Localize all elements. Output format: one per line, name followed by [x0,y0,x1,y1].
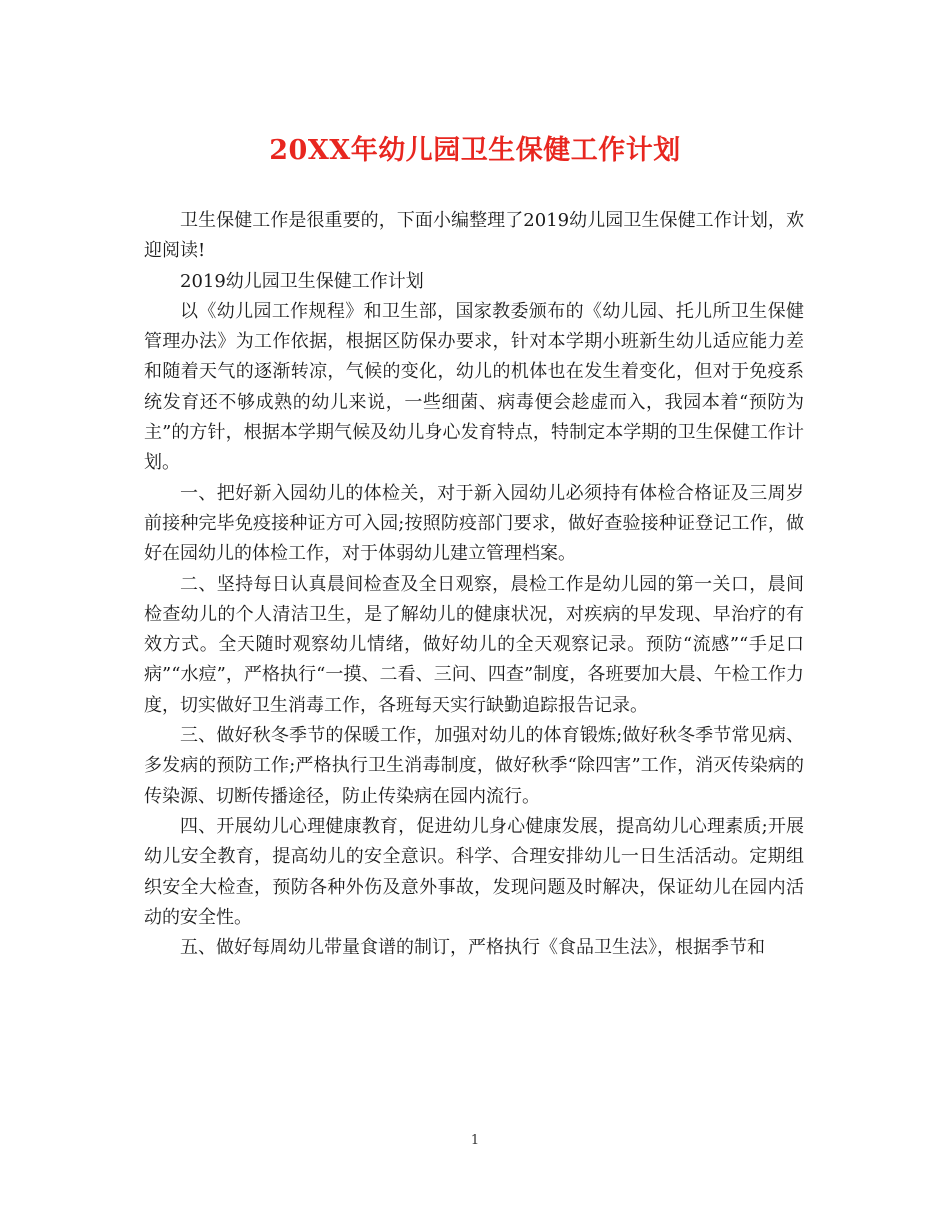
paragraph-item-3: 三、做好秋冬季节的保暖工作，加强对幼儿的体育锻炼;做好秋冬季节常见病、多发病的预防工作;严格执行卫生消毒制度，做好秋季“除四害”工作，消灭传染病的传染源、切断传播途径，防止传染病在园内流行。 [144,725,804,807]
paragraph-item-1: 一、把好新入园幼儿的体检关，对于新入园幼儿必须持有体检合格证及三周岁前接种完毕免疫接种证方可入园;按照防疫部门要求，做好查验接种证登记工作，做好在园幼儿的体检工作，对于体弱幼儿建立管理档案。 [144,482,804,565]
paragraph-item-4: 四、开展幼儿心理健康教育，促进幼儿身心健康发展，提高幼儿心理素质;开展幼儿安全教育，提高幼儿的安全意识。科学、合理安排幼儿一日生活活动。定期组织安全大检查，预防各种外伤及意外事故，发现问题及时解决，保证幼儿在园内活动的安全性。 [144,815,804,928]
page-number: 1 [470,1133,480,1148]
document-body [144,206,804,963]
paragraph-subtitle: 2019幼儿园卫生保健工作计划 [180,270,424,292]
paragraph-item-2: 二、坚持每日认真晨间检查及全日观察，晨检工作是幼儿园的第一关口，晨间检查幼儿的个人清洁卫生，是了解幼儿的健康状况，对疾病的早发现、早治疗的有效方式。全天随时观察幼儿情绪，做好幼儿的全天观察记录。预防“流感”“手足口病”“水痘”，严格执行“一摸、二看、三问、四查”制度，各班要加大晨、午检工作力度，切实做好卫生消毒工作，各班每天实行缺勤追踪报告记录。 [144,573,804,716]
paragraph-basis: 以《幼儿园工作规程》和卫生部，国家教委颁布的《幼儿园、托儿所卫生保健管理办法》为工作依据，根据区防保办要求，针对本学期小班新生幼儿适应能力差和随着天气的逐渐转凉，气候的变化，幼儿的机体也在发生着变化，但对于免疫系统发育还不够成熟的幼儿来说，一些细菌、病毒便会趁虚而入，我园本着“预防为主”的方针，根据本学期气候及幼儿身心发育特点，特制定本学期的卫生保健工作计划。 [144,300,804,474]
paragraph-intro: 卫生保健工作是很重要的，下面小编整理了2019幼儿园卫生保健工作计划，欢迎阅读! [144,210,804,262]
document-title: 20XX年幼儿园卫生保健工作计划 [269,135,681,166]
paragraph-item-5: 五、做好每周幼儿带量食谱的制订，严格执行《食品卫生法》，根据季节和 [180,937,765,959]
